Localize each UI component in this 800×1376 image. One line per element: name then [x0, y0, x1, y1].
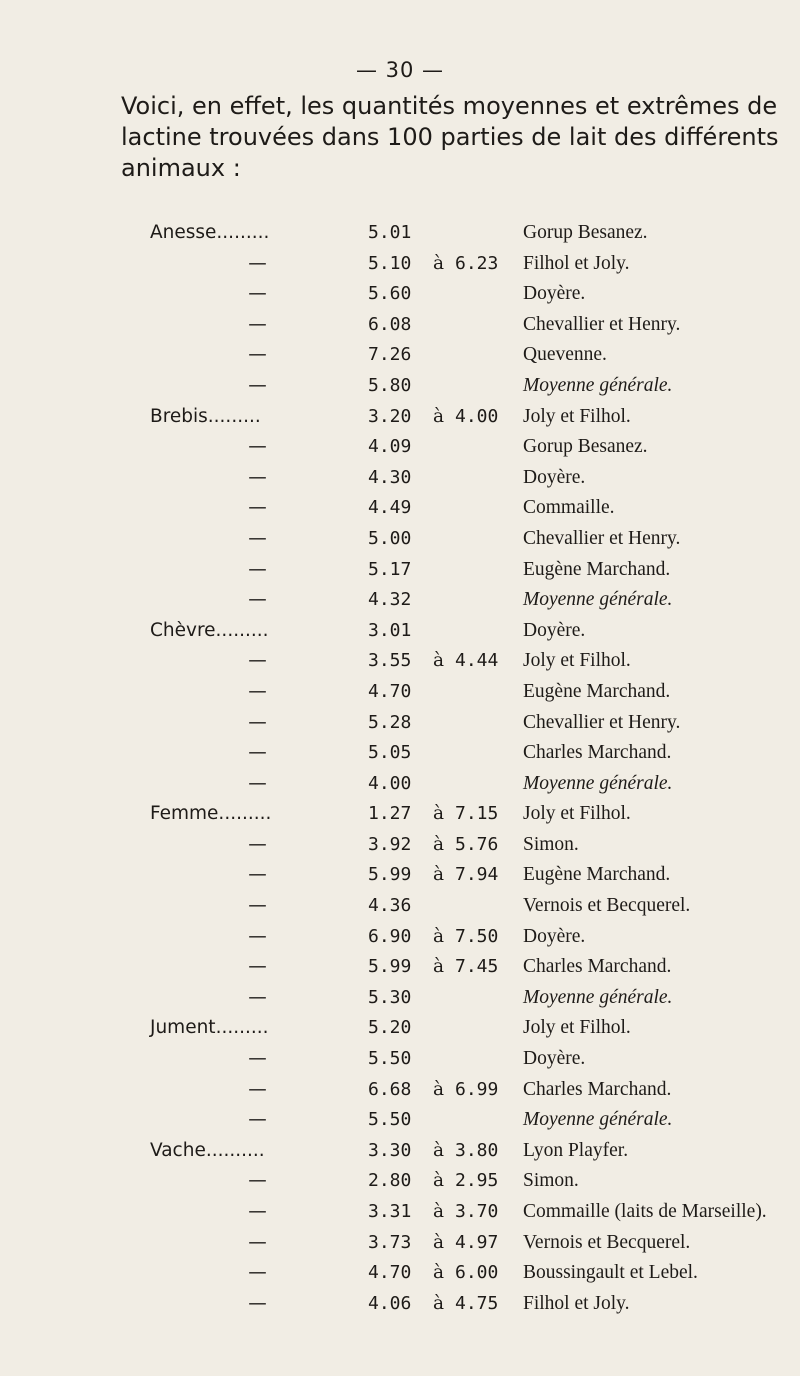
- low-value: 5.20: [368, 1017, 412, 1039]
- ditto-dash: —: [248, 986, 267, 1008]
- low-value: 5.10: [368, 252, 412, 274]
- source-cell: Doyère.: [523, 619, 586, 641]
- low-value: 3.92: [368, 833, 412, 855]
- source-cell: Commaille.: [523, 497, 615, 519]
- range-separator: à: [433, 803, 445, 825]
- low-value: 3.73: [368, 1231, 412, 1253]
- table-row: [150, 1109, 790, 1140]
- source-cell: Boussingault et Lebel.: [523, 1262, 698, 1284]
- high-value: 7.15: [455, 803, 499, 825]
- source-cell: Moyenne générale.: [523, 1109, 673, 1131]
- source-cell: Chevallier et Henry.: [523, 313, 681, 335]
- high-value: 3.80: [455, 1139, 499, 1161]
- animal-cell: [150, 1109, 365, 1130]
- table-row: [150, 1048, 790, 1079]
- ditto-dash: —: [248, 589, 267, 611]
- table-row: [150, 467, 790, 498]
- animal-cell: [150, 497, 365, 518]
- animal-cell: [150, 650, 365, 671]
- animal-cell: Chèvre.........: [150, 619, 269, 641]
- animal-cell: [150, 987, 365, 1008]
- intro-paragraph: Voici, en effet, les quantités moyennes et extrêmes de lactine trouvées dans 100 parties de lait des différents animaux :: [121, 92, 779, 182]
- low-value: 4.30: [368, 466, 412, 488]
- table-row: [150, 1262, 790, 1293]
- animal-cell: [150, 1201, 365, 1222]
- animal-cell: [150, 1262, 365, 1283]
- low-value: 6.08: [368, 313, 412, 335]
- animal-cell: [150, 681, 365, 702]
- low-value: 6.68: [368, 1078, 412, 1100]
- ditto-dash: —: [248, 895, 267, 917]
- table-row: [150, 712, 790, 743]
- range-separator: à: [433, 1078, 445, 1100]
- animal-cell: Jument.........: [150, 1017, 269, 1039]
- source-cell: Simon.: [523, 1170, 579, 1192]
- source-cell: Eugène Marchand.: [523, 558, 671, 580]
- range-separator: à: [433, 1262, 445, 1284]
- high-value: 6.99: [455, 1078, 499, 1100]
- range-separator: à: [433, 1292, 445, 1314]
- table-row: [150, 344, 790, 375]
- low-value: 5.99: [368, 956, 412, 978]
- animal-cell: [150, 926, 365, 947]
- source-cell: Commaille (laits de Marseille).: [523, 1201, 767, 1222]
- animal-cell: [150, 834, 365, 855]
- source-cell: Joly et Filhol.: [523, 1017, 631, 1039]
- low-value: 4.70: [368, 1262, 412, 1284]
- animal-cell: [150, 528, 365, 549]
- source-cell: Joly et Filhol.: [523, 405, 631, 427]
- ditto-dash: —: [248, 1109, 267, 1131]
- ditto-dash: —: [248, 742, 267, 764]
- ditto-dash: —: [248, 772, 267, 794]
- table-row: [150, 650, 790, 681]
- animal-cell: [150, 436, 365, 457]
- low-value: 5.17: [368, 558, 412, 580]
- ditto-dash: —: [248, 527, 267, 549]
- animal-cell: [150, 589, 365, 610]
- range-separator: à: [433, 1231, 445, 1253]
- ditto-dash: —: [248, 833, 267, 855]
- high-value: 4.75: [455, 1292, 499, 1314]
- high-value: 6.23: [455, 252, 499, 274]
- ditto-dash: —: [248, 1201, 267, 1222]
- ditto-dash: —: [248, 252, 267, 274]
- animal-cell: [150, 467, 365, 488]
- table-row: [150, 742, 790, 773]
- ditto-dash: —: [248, 313, 267, 335]
- high-value: 3.70: [455, 1201, 499, 1222]
- ditto-dash: —: [248, 558, 267, 580]
- source-cell: Gorup Besanez.: [523, 436, 648, 458]
- table-row: [150, 436, 790, 467]
- high-value: 4.44: [455, 650, 499, 672]
- ditto-dash: —: [248, 1048, 267, 1070]
- animal-cell: Vache..........: [150, 1139, 265, 1161]
- range-separator: à: [433, 833, 445, 855]
- range-separator: à: [433, 405, 445, 427]
- range-separator: à: [433, 1201, 445, 1222]
- ditto-dash: —: [248, 711, 267, 733]
- low-value: 3.01: [368, 619, 412, 641]
- table-row: [150, 528, 790, 559]
- low-value: 5.50: [368, 1048, 412, 1070]
- low-value: 7.26: [368, 344, 412, 366]
- range-separator: à: [433, 650, 445, 672]
- animal-cell: [150, 559, 365, 580]
- source-cell: Filhol et Joly.: [523, 252, 630, 274]
- animal-cell: [150, 1170, 365, 1191]
- table-row: [150, 222, 790, 253]
- source-cell: Filhol et Joly.: [523, 1292, 630, 1314]
- low-value: 3.20: [368, 405, 412, 427]
- animal-cell: [150, 742, 365, 763]
- source-cell: Lyon Playfer.: [523, 1139, 629, 1161]
- ditto-dash: —: [248, 1170, 267, 1192]
- low-value: 5.00: [368, 527, 412, 549]
- animal-cell: [150, 375, 365, 396]
- low-value: 5.50: [368, 1109, 412, 1131]
- table-row: [150, 283, 790, 314]
- low-value: 4.70: [368, 680, 412, 702]
- ditto-dash: —: [248, 1262, 267, 1284]
- animal-cell: [150, 344, 365, 365]
- range-separator: à: [433, 1170, 445, 1192]
- ditto-dash: —: [248, 650, 267, 672]
- source-cell: Vernois et Becquerel.: [523, 895, 691, 917]
- ditto-dash: —: [248, 956, 267, 978]
- low-value: 6.90: [368, 925, 412, 947]
- table-row: [150, 926, 790, 957]
- source-cell: Eugène Marchand.: [523, 680, 671, 702]
- table-row: [150, 1293, 790, 1324]
- source-cell: Vernois et Becquerel.: [523, 1231, 691, 1253]
- high-value: 5.76: [455, 833, 499, 855]
- ditto-dash: —: [248, 1231, 267, 1253]
- ditto-dash: —: [248, 1292, 267, 1314]
- source-cell: Eugène Marchand.: [523, 864, 671, 886]
- source-cell: Chevallier et Henry.: [523, 711, 681, 733]
- ditto-dash: —: [248, 497, 267, 519]
- table-row: [150, 1017, 790, 1048]
- low-value: 5.99: [368, 864, 412, 886]
- table-row: [150, 803, 790, 834]
- animal-cell: [150, 314, 365, 335]
- source-cell: Doyère.: [523, 1048, 586, 1070]
- page-number: — 30 —: [355, 58, 445, 82]
- table-row: [150, 681, 790, 712]
- high-value: 4.00: [455, 405, 499, 427]
- low-value: 4.32: [368, 589, 412, 611]
- animal-cell: [150, 1079, 365, 1100]
- ditto-dash: —: [248, 283, 267, 305]
- animal-cell: [150, 1293, 365, 1314]
- table-row: [150, 1170, 790, 1201]
- ditto-dash: —: [248, 466, 267, 488]
- low-value: 2.80: [368, 1170, 412, 1192]
- low-value: 3.30: [368, 1139, 412, 1161]
- animal-cell: [150, 895, 365, 916]
- source-cell: Joly et Filhol.: [523, 803, 631, 825]
- animal-cell: [150, 956, 365, 977]
- table-row: [150, 834, 790, 865]
- ditto-dash: —: [248, 344, 267, 366]
- table-row: [150, 314, 790, 345]
- high-value: 7.45: [455, 956, 499, 978]
- ditto-dash: —: [248, 864, 267, 886]
- table-row: [150, 375, 790, 406]
- low-value: 5.60: [368, 283, 412, 305]
- source-cell: Simon.: [523, 833, 579, 855]
- range-separator: à: [433, 925, 445, 947]
- ditto-dash: —: [248, 374, 267, 396]
- animal-cell: [150, 283, 365, 304]
- animal-cell: Brebis.........: [150, 405, 261, 427]
- source-cell: Moyenne générale.: [523, 374, 673, 396]
- animal-cell: [150, 864, 365, 885]
- ditto-dash: —: [248, 680, 267, 702]
- animal-cell: Anesse.........: [150, 222, 270, 243]
- ditto-dash: —: [248, 436, 267, 458]
- range-separator: à: [433, 252, 445, 274]
- low-value: 4.00: [368, 772, 412, 794]
- low-value: 3.55: [368, 650, 412, 672]
- table-row: [150, 987, 790, 1018]
- table-row: [150, 1079, 790, 1110]
- source-cell: Doyère.: [523, 925, 586, 947]
- range-separator: à: [433, 956, 445, 978]
- animal-cell: Femme.........: [150, 803, 272, 825]
- high-value: 7.50: [455, 925, 499, 947]
- ditto-dash: —: [248, 925, 267, 947]
- source-cell: Joly et Filhol.: [523, 650, 631, 672]
- table-row: [150, 864, 790, 895]
- table-row: [150, 773, 790, 804]
- low-value: 4.09: [368, 436, 412, 458]
- table-row: [150, 956, 790, 987]
- lactine-table: [150, 222, 790, 1323]
- low-value: 3.31: [368, 1201, 412, 1222]
- source-cell: Quevenne.: [523, 344, 607, 366]
- animal-cell: [150, 1232, 365, 1253]
- source-cell: Moyenne générale.: [523, 986, 673, 1008]
- animal-cell: [150, 712, 365, 733]
- source-cell: Moyenne générale.: [523, 589, 673, 611]
- low-value: 5.05: [368, 742, 412, 764]
- animal-cell: [150, 1048, 365, 1069]
- low-value: 4.06: [368, 1292, 412, 1314]
- source-cell: Chevallier et Henry.: [523, 527, 681, 549]
- table-row: [150, 406, 790, 437]
- low-value: 5.30: [368, 986, 412, 1008]
- low-value: 4.36: [368, 895, 412, 917]
- table-row: [150, 497, 790, 528]
- source-cell: Doyère.: [523, 466, 586, 488]
- high-value: 2.95: [455, 1170, 499, 1192]
- source-cell: Gorup Besanez.: [523, 222, 648, 243]
- table-row: [150, 1232, 790, 1263]
- table-row: [150, 1201, 790, 1232]
- range-separator: à: [433, 864, 445, 886]
- low-value: 4.49: [368, 497, 412, 519]
- low-value: 1.27: [368, 803, 412, 825]
- table-row: [150, 620, 790, 651]
- table-row: [150, 1140, 790, 1171]
- range-separator: à: [433, 1139, 445, 1161]
- table-row: [150, 559, 790, 590]
- source-cell: Moyenne générale.: [523, 772, 673, 794]
- table-row: [150, 253, 790, 284]
- table-row: [150, 895, 790, 926]
- high-value: 6.00: [455, 1262, 499, 1284]
- high-value: 4.97: [455, 1231, 499, 1253]
- low-value: 5.01: [368, 222, 412, 243]
- source-cell: Charles Marchand.: [523, 742, 672, 764]
- low-value: 5.28: [368, 711, 412, 733]
- animal-cell: [150, 773, 365, 794]
- source-cell: Charles Marchand.: [523, 956, 672, 978]
- source-cell: Charles Marchand.: [523, 1078, 672, 1100]
- source-cell: Doyère.: [523, 283, 586, 305]
- animal-cell: [150, 253, 365, 274]
- high-value: 7.94: [455, 864, 499, 886]
- table-row: [150, 589, 790, 620]
- low-value: 5.80: [368, 374, 412, 396]
- ditto-dash: —: [248, 1078, 267, 1100]
